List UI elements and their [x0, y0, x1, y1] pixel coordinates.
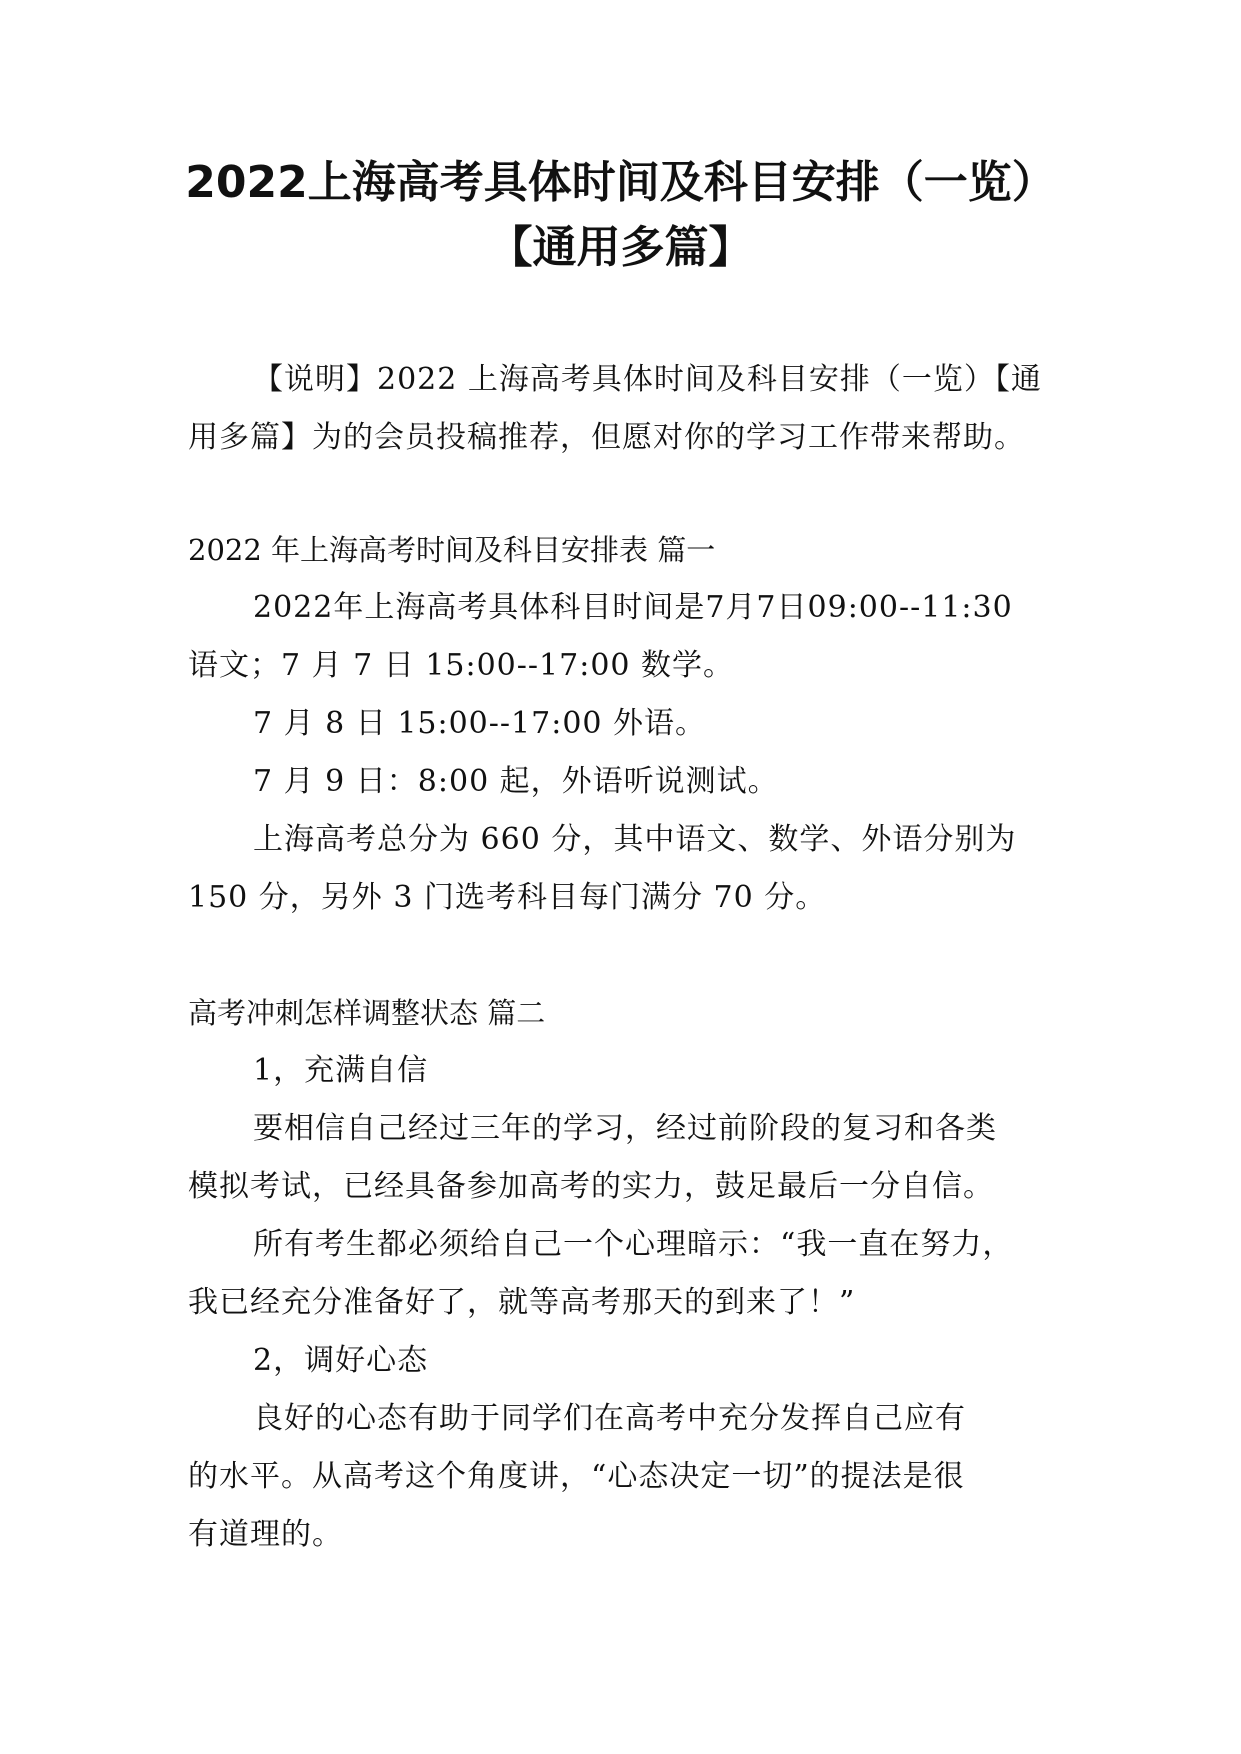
section1-heading: 2022 年上海高考时间及科目安排表 篇一	[188, 533, 716, 567]
section2-item-2-paragraph-1-line-1: 良好的心态有助于同学们在高考中充分发挥自己应有	[253, 1401, 966, 1436]
intro-line-2: 用多篇】为的会员投稿推荐，但愿对你的学习工作带来帮助。	[188, 420, 1025, 455]
section1-paragraph-1-line-1: 2022年上海高考具体科目时间是7月7日09:00--11:30	[253, 590, 1013, 625]
section1-paragraph-4-line-1: 上海高考总分为 660 分，其中语文、数学、外语分别为	[253, 822, 1017, 857]
section2-item-1-title: 1，充满自信	[253, 1053, 429, 1088]
document-title-line-2: 【通用多篇】	[488, 222, 753, 273]
section2-heading: 高考冲刺怎样调整状态 篇二	[188, 996, 546, 1030]
section1-paragraph-1-line-2: 语文；7 月 7 日 15:00--17:00 数学。	[188, 648, 735, 683]
section2-item-2-paragraph-1-line-3: 有道理的。	[188, 1517, 343, 1552]
section2-item-1-paragraph-1-line-1: 要相信自己经过三年的学习，经过前阶段的复习和各类	[253, 1111, 997, 1146]
section2-item-1-paragraph-2-line-2: 我已经充分准备好了，就等高考那天的到来了！”	[188, 1285, 856, 1320]
section1-paragraph-4-line-2: 150 分，另外 3 门选考科目每门满分 70 分。	[188, 880, 827, 915]
section2-item-1-paragraph-2-line-1: 所有考生都必须给自己一个心理暗示：“我一直在努力，	[253, 1227, 1014, 1262]
section2-item-2-title: 2，调好心态	[253, 1343, 429, 1378]
section2-item-1-paragraph-1-line-2: 模拟考试，已经具备参加高考的实力，鼓足最后一分自信。	[188, 1169, 994, 1204]
document-title-line-1: 2022上海高考具体时间及科目安排（一览）	[185, 157, 1056, 208]
section1-paragraph-3: 7 月 9 日：8:00 起，外语听说测试。	[253, 764, 779, 799]
section2-item-2-paragraph-1-line-2: 的水平。从高考这个角度讲，“心态决定一切”的提法是很	[188, 1459, 965, 1494]
intro-line-1: 【说明】2022 上海高考具体时间及科目安排（一览）【通	[253, 362, 1042, 397]
section1-paragraph-2: 7 月 8 日 15:00--17:00 外语。	[253, 706, 707, 741]
